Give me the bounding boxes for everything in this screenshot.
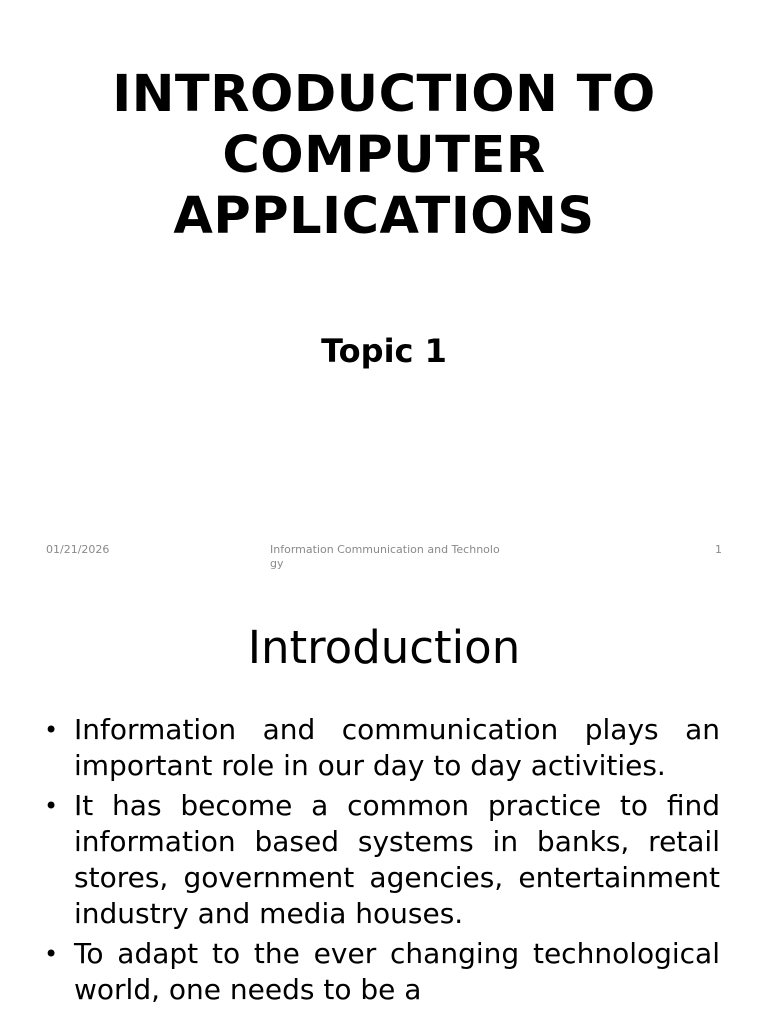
slide-title-line: APPLICATIONS (173, 187, 595, 246)
footer-text: Information Communication and Technology (270, 543, 500, 570)
bullet-text: To adapt to the ever changing technological world, one needs to be a (74, 937, 720, 1006)
footer-date: 01/21/2026 (46, 543, 110, 556)
bullet-item (40, 936, 720, 1008)
bullet-icon: • (44, 792, 59, 820)
bullet-text: Information and communication plays an important role in our day to day activities. (74, 713, 720, 782)
footer-page-number: 1 (715, 543, 722, 556)
slide-title-line: COMPUTER (222, 126, 546, 185)
content-slide (0, 576, 768, 1024)
slide-title (40, 64, 728, 247)
section-title: Introduction (247, 621, 521, 674)
bullet-item (40, 712, 720, 784)
bullet-icon: • (44, 940, 59, 968)
bullet-icon: • (44, 716, 59, 744)
slide-title-line: INTRODUCTION TO (112, 65, 656, 124)
slide-subtitle: Topic 1 (321, 332, 447, 370)
bullet-list (40, 712, 720, 1012)
bullet-item (40, 788, 720, 932)
bullet-text: It has become a common practice to find information based systems in banks, retail stores, government agencies, entertainment industry and media houses. (74, 789, 720, 930)
